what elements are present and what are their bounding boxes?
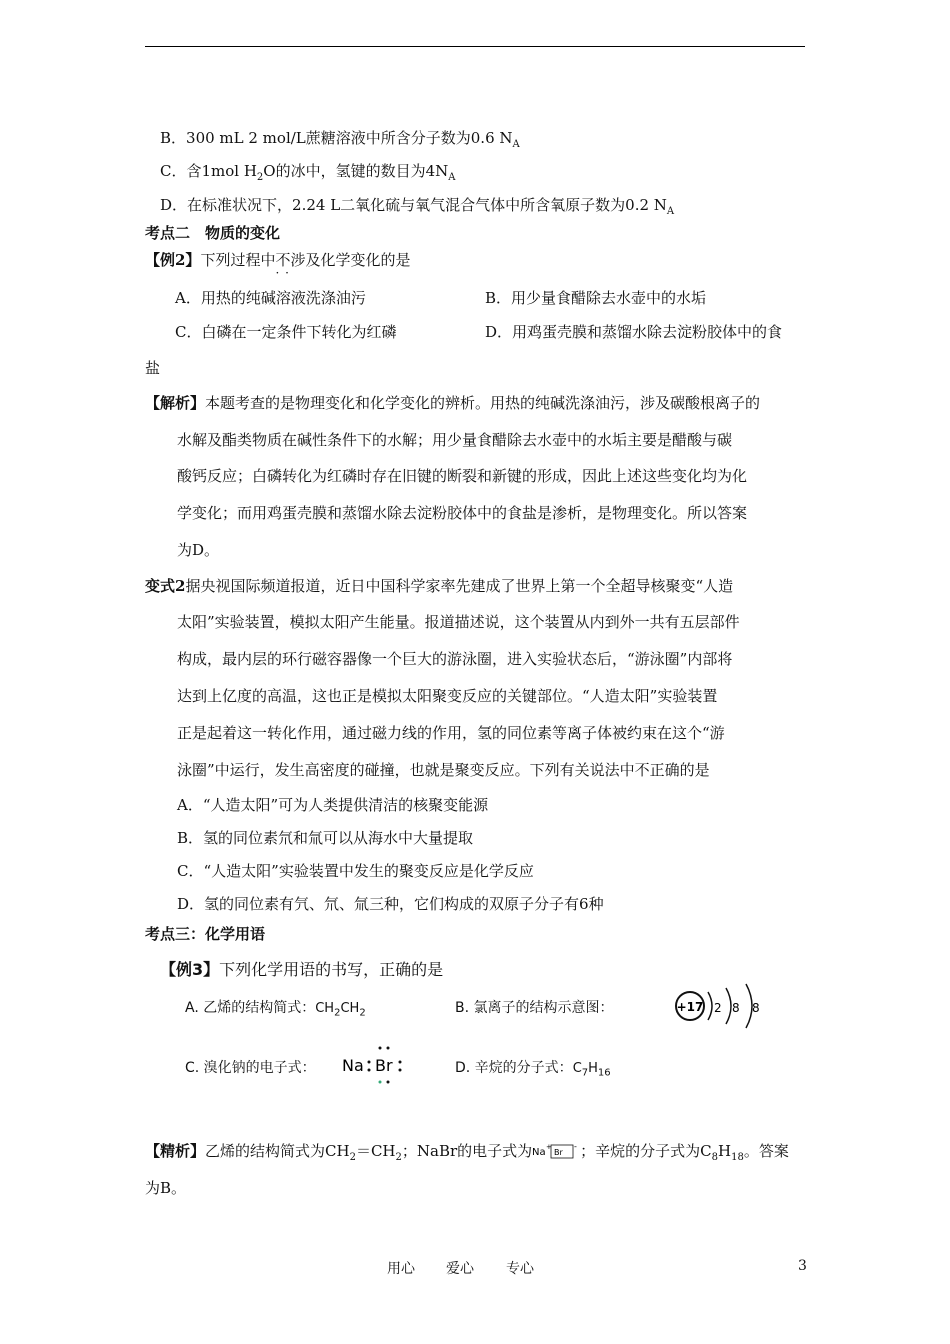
ion-nucleus-label: +17 xyxy=(676,1000,704,1014)
example-3-option-a: A. 乙烯的结构简式：$CH_2CH_2$ xyxy=(185,1000,366,1019)
analysis-3-line-2: 为B。 xyxy=(145,1179,187,1197)
chloride-ion-structure-diagram xyxy=(670,978,765,1038)
page-number: 3 xyxy=(798,1258,807,1274)
example-2-option-c: C．白磷在一定条件下转化为红磷 xyxy=(175,323,397,341)
variant-2-line-4: 达到上亿度的高温，这也正是模拟太阳聚变反应的关键部位。“人造太阳”实验装置 xyxy=(177,687,718,705)
analysis-2-line-1: 【解析】本题考查的是物理变化和化学变化的辨析。用热的纯碱洗涤油污，涉及碳酸根离子的 xyxy=(145,394,761,412)
option-c-top: C．含1mol $H_2O$的冰中，氢键的数目为$4N_A$ xyxy=(160,162,456,183)
nabr-na-label: Na xyxy=(532,1147,546,1158)
analysis-2-line-5: 为D。 xyxy=(177,541,220,559)
example-2-option-d-cont: 盐 xyxy=(145,359,161,377)
variant-2-line-6: 泳圈”中运行，发生高密度的碰撞，也就是聚变反应。下列有关说法中不正确的是 xyxy=(177,761,710,779)
header-rule xyxy=(145,46,805,47)
analysis-2-line-4: 学变化；而用鸡蛋壳膜和蒸馏水除去淀粉胶体中的食盐是渗析，是物理变化。所以答案 xyxy=(177,504,748,522)
nabr-br-label: Br xyxy=(554,1148,563,1157)
example-2-question: 【例2】下列过程中不涉及 · ·化学变化的是 xyxy=(145,250,410,270)
analysis-2-line-3: 酸钙反应；白磷转化为红磷时存在旧键的断裂和新键的形成，因此上述这些变化均为化 xyxy=(177,467,748,485)
shell-2-label: 8 xyxy=(732,1001,740,1015)
nabr-correct-electron-formula xyxy=(532,1142,580,1162)
shell-1-label: 2 xyxy=(714,1001,722,1015)
svg-text:-: - xyxy=(574,1142,578,1151)
section-2-title: 考点二 物质的变化 xyxy=(145,224,281,242)
svg-text:+: + xyxy=(546,1143,553,1151)
variant-2-option-c: C．“人造太阳”实验装置中发生的聚变反应是化学反应 xyxy=(177,862,534,880)
section-3-title: 考点三：化学用语 xyxy=(145,925,266,943)
example-2-option-a: A．用热的纯碱溶液洗涤油污 xyxy=(175,289,366,307)
br-symbol: Br xyxy=(375,1056,393,1075)
na-symbol: Na xyxy=(342,1056,364,1075)
variant-2-option-a: A．“人造太阳”可为人类提供清洁的核聚变能源 xyxy=(177,796,489,814)
footer-left: 用心 xyxy=(387,1261,415,1277)
variant-2-line-5: 正是起着这一转化作用，通过磁力线的作用，氢的同位素等离子体被约束在这个“游 xyxy=(177,724,725,742)
analysis-3-line-1: 【精析】乙烯的结构简式为$CH_2=CH_2$；NaBr的电子式为 Na + Br - ；辛烷的分子式为$C_8H_{18}$。答案 xyxy=(145,1142,789,1163)
example-3-question: 【例3】下列化学用语的书写，正确的是 xyxy=(160,960,444,979)
shell-3-label: 8 xyxy=(752,1001,760,1015)
variant-2-line-3: 构成，最内层的环行磁容器像一个巨大的游泳圈，进入实验状态后，“游泳圈”内部将 xyxy=(177,650,733,668)
variant-2-option-d: D．氢的同位素有氕、氘、氚三种，它们构成的双原子分子有6种 xyxy=(177,895,604,913)
variant-2-option-b: B．氢的同位素氘和氚可以从海水中大量提取 xyxy=(177,829,474,847)
example-3-option-c: C. 溴化钠的电子式： xyxy=(185,1060,316,1076)
example-2-option-d: D．用鸡蛋壳膜和蒸馏水除去淀粉胶体中的食 xyxy=(485,323,783,341)
example-3-option-d: D. 辛烷的分子式：$C_7H_{16}$ xyxy=(455,1060,611,1079)
option-b-top: B．300 mL 2 mol/L蔗糖溶液中所含分子数为0.6 $N_A$ xyxy=(160,129,520,150)
footer-right: 专心 xyxy=(506,1261,534,1277)
variant-2-line-1: 变式2据央视国际频道报道，近日中国科学家率先建成了世界上第一个全超导核聚变“人造 xyxy=(145,577,734,595)
footer-mid: 爱心 xyxy=(446,1261,474,1277)
option-d-top: D．在标准状况下，2.24 L二氧化硫与氧气混合气体中所含氧原子数为0.2 $N_A$ xyxy=(160,196,675,217)
example-2-option-b: B．用少量食醋除去水壶中的水垢 xyxy=(485,289,707,307)
variant-2-line-2: 太阳”实验装置，模拟太阳产生能量。报道描述说，这个装置从内到外一共有五层部件 xyxy=(177,613,740,631)
nabr-electron-formula-wrong xyxy=(338,1040,418,1090)
example-3-option-b: B. 氯离子的结构示意图： xyxy=(455,1000,614,1016)
analysis-2-line-2: 水解及酯类物质在碱性条件下的水解；用少量食醋除去水壶中的水垢主要是醋酸与碳 xyxy=(177,431,733,449)
